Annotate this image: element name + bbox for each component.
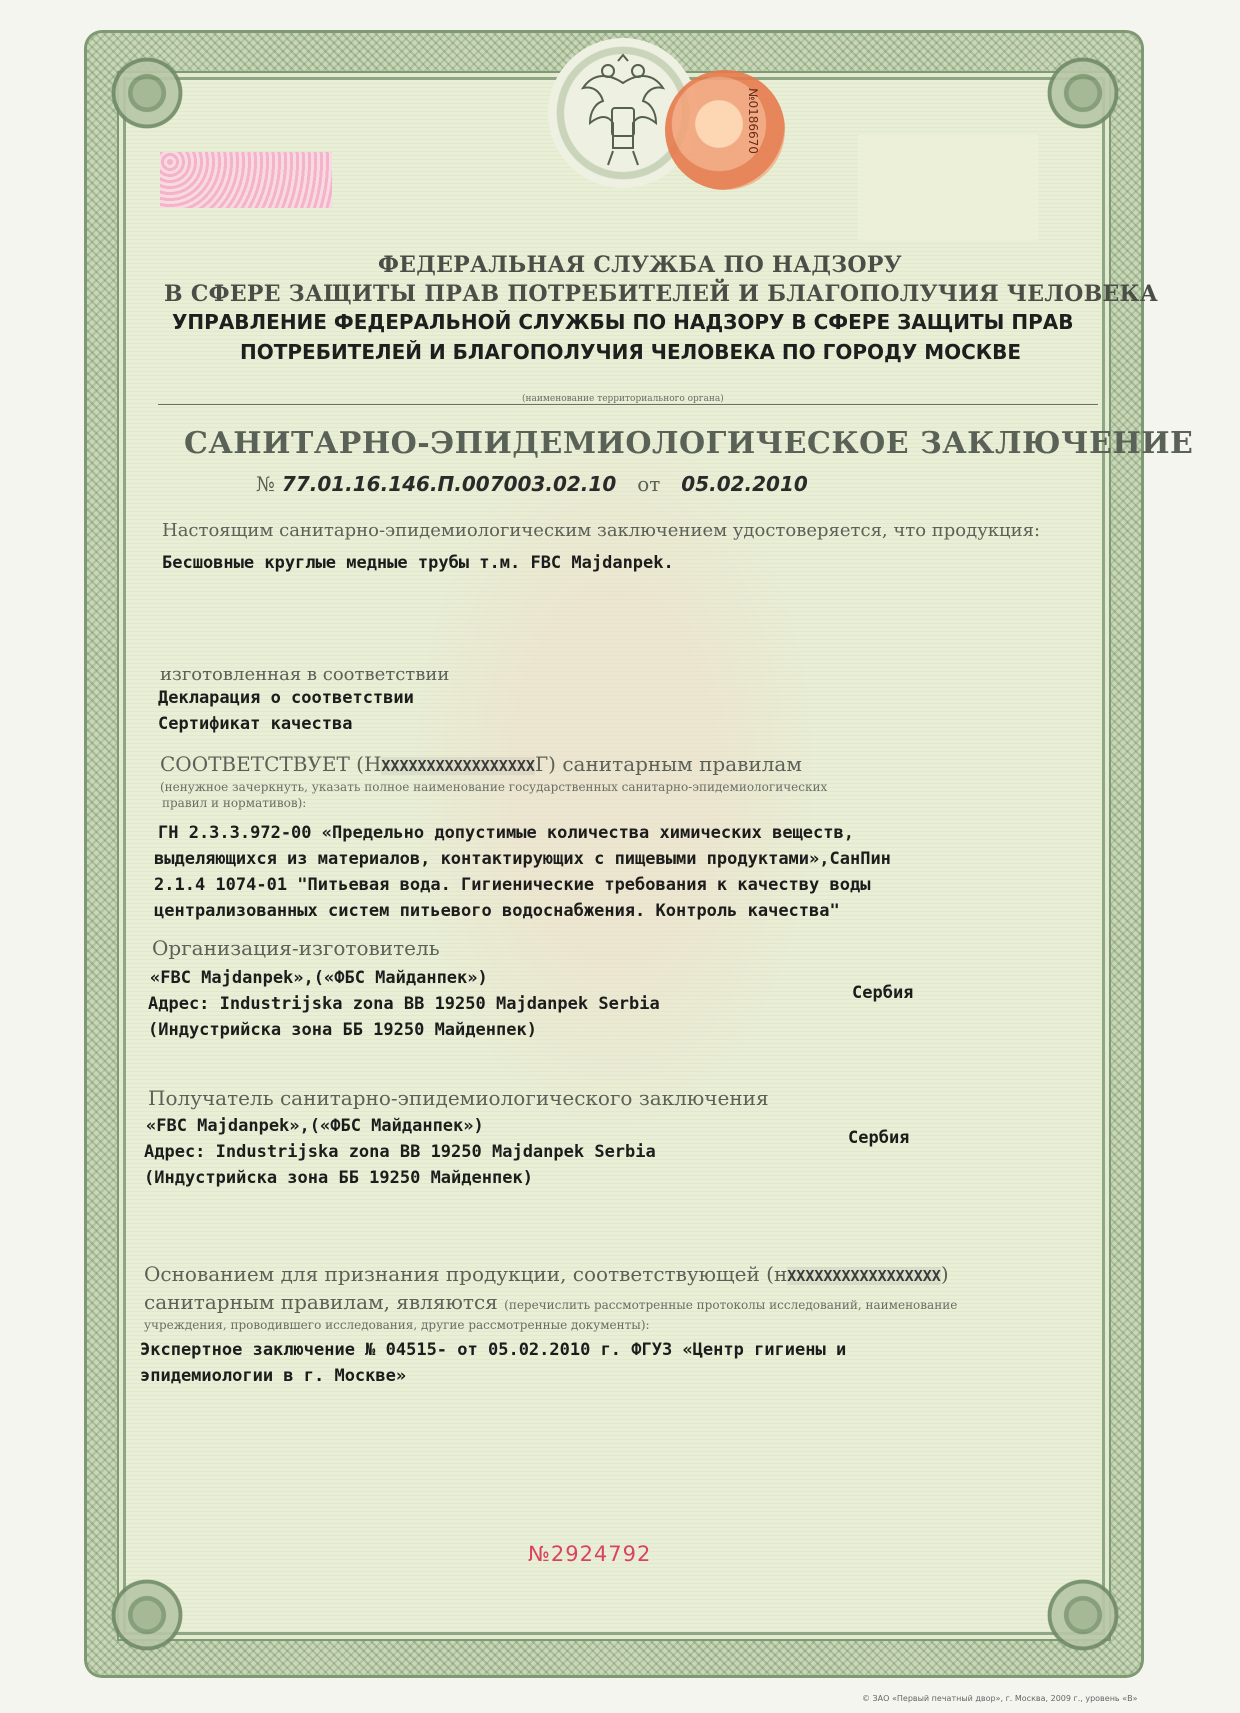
basis-line-2 — [144, 1290, 957, 1314]
product-intro: Настоящим санитарно-эпидемиологическим заключением удостоверяется, что продукция: — [162, 520, 1041, 541]
struck-out-text: XXXXXXXXXXXXXXXXX — [381, 757, 535, 775]
basis-label-2: санитарным правилам, являются — [144, 1290, 498, 1314]
compliance-label-end: Г) санитарным правилам — [534, 752, 802, 776]
conclusion-number — [256, 472, 808, 496]
basis-label: Основанием для признания продукции, соответствующей (н — [144, 1262, 788, 1286]
basis-statement — [144, 1262, 949, 1286]
manufacturer-label: Организация-изготовитель — [152, 936, 440, 960]
printer-credit: © ЗАО «Первый печатный двор», г. Москва, 2009 г., уровень «В» — [862, 1694, 1138, 1703]
compliance-note-2: правил и нормативов): — [162, 796, 307, 810]
manufactured-doc-1: Декларация о соответствии — [158, 688, 414, 708]
date-label: от — [637, 472, 661, 496]
document-title: САНИТАРНО-ЭПИДЕМИОЛОГИЧЕСКОЕ ЗАКЛЮЧЕНИЕ — [184, 426, 1194, 461]
basis-struck-text: XXXXXXXXXXXXXXXXX — [787, 1267, 941, 1285]
hologram-number: №0186670 — [746, 88, 760, 154]
header-line-2: В СФЕРЕ ЗАЩИТЫ ПРАВ ПОТРЕБИТЕЛЕЙ И БЛАГОПОЛУЧИЯ ЧЕЛОВЕКА — [164, 281, 1159, 307]
rule-line-2: выделяющихся из материалов, контактирующих с пищевыми продуктами»,СанПин — [154, 849, 891, 869]
manufactured-doc-2: Сертификат качества — [158, 714, 353, 734]
hologram-seal — [665, 70, 785, 190]
basis-note-a: (перечислить рассмотренные протоколы исследований, наименование — [504, 1298, 958, 1312]
org-underline — [158, 404, 1098, 405]
header-line-4: ПОТРЕБИТЕЛЕЙ И БЛАГОПОЛУЧИЯ ЧЕЛОВЕКА ПО ГОРОДУ МОСКВЕ — [240, 340, 1022, 364]
corner-ornament-top-left — [92, 38, 202, 148]
manufacturer-country: Сербия — [852, 983, 914, 1003]
number-sign: № — [256, 472, 275, 496]
corner-ornament-bottom-right — [1028, 1560, 1138, 1670]
recipient-label: Получатель санитарно-эпидемиологического заключения — [148, 1086, 769, 1110]
corner-ornament-bottom-left — [92, 1560, 202, 1670]
rule-line-3: 2.1.4 1074-01 "Питьевая вода. Гигиенические требования к качеству воды — [154, 875, 871, 895]
manufacturer-address: Адрес: Industrijska zona BB 19250 Majdanpek Serbia — [148, 994, 660, 1014]
form-serial-number: №2924792 — [528, 1542, 652, 1566]
recipient-country: Сербия — [848, 1128, 910, 1148]
basis-label-end: ) — [940, 1262, 949, 1286]
rule-line-4: централизованных систем питьевого водоснабжения. Контроль качества" — [154, 901, 840, 921]
number-value: 77.01.16.146.П.007003.02.10 — [281, 472, 617, 496]
security-strip — [160, 152, 332, 208]
corner-ornament-top-right — [1028, 38, 1138, 148]
double-headed-eagle-icon — [568, 53, 678, 173]
product-name: Бесшовные круглые медные трубы т.м. FBC Majdanpek. — [162, 553, 674, 573]
manufacturer-name: «FBC Majdanpek»,(«ФБС Майданпек») — [150, 968, 488, 988]
watermark-area — [858, 135, 1038, 241]
recipient-address: Адрес: Industrijska zona BB 19250 Majdanpek Serbia — [144, 1142, 656, 1162]
compliance-label: СООТВЕТСТВУЕТ (Н — [160, 752, 382, 776]
basis-text-2: эпидемиологии в г. Москве» — [140, 1366, 407, 1386]
basis-note-b: учреждения, проводившего исследования, другие рассмотренные документы): — [144, 1318, 650, 1332]
compliance-note-1: (ненужное зачеркнуть, указать полное наименование государственных санитарно-эпидемиологических — [160, 780, 828, 794]
recipient-name: «FBC Majdanpek»,(«ФБС Майданпек») — [146, 1116, 484, 1136]
header-line-3: УПРАВЛЕНИЕ ФЕДЕРАЛЬНОЙ СЛУЖБЫ ПО НАДЗОРУ В СФЕРЕ ЗАЩИТЫ ПРАВ — [172, 310, 1074, 334]
org-caption: (наименование территориального органа) — [522, 394, 724, 404]
rule-line-1: ГН 2.3.3.972-00 «Предельно допустимые количества химических веществ, — [158, 823, 854, 843]
issue-date: 05.02.2010 — [681, 472, 808, 496]
basis-text-1: Экспертное заключение № 04515- от 05.02.2010 г. ФГУЗ «Центр гигиены и — [140, 1340, 847, 1360]
header-line-1: ФЕДЕРАЛЬНАЯ СЛУЖБА ПО НАДЗОРУ — [378, 252, 902, 278]
manufactured-label: изготовленная в соответствии — [160, 664, 450, 685]
compliance-statement — [160, 752, 802, 776]
recipient-address-ru: (Индустрийска зона ББ 19250 Майденпек) — [144, 1168, 533, 1188]
manufacturer-address-ru: (Индустрийска зона ББ 19250 Майденпек) — [148, 1020, 537, 1040]
